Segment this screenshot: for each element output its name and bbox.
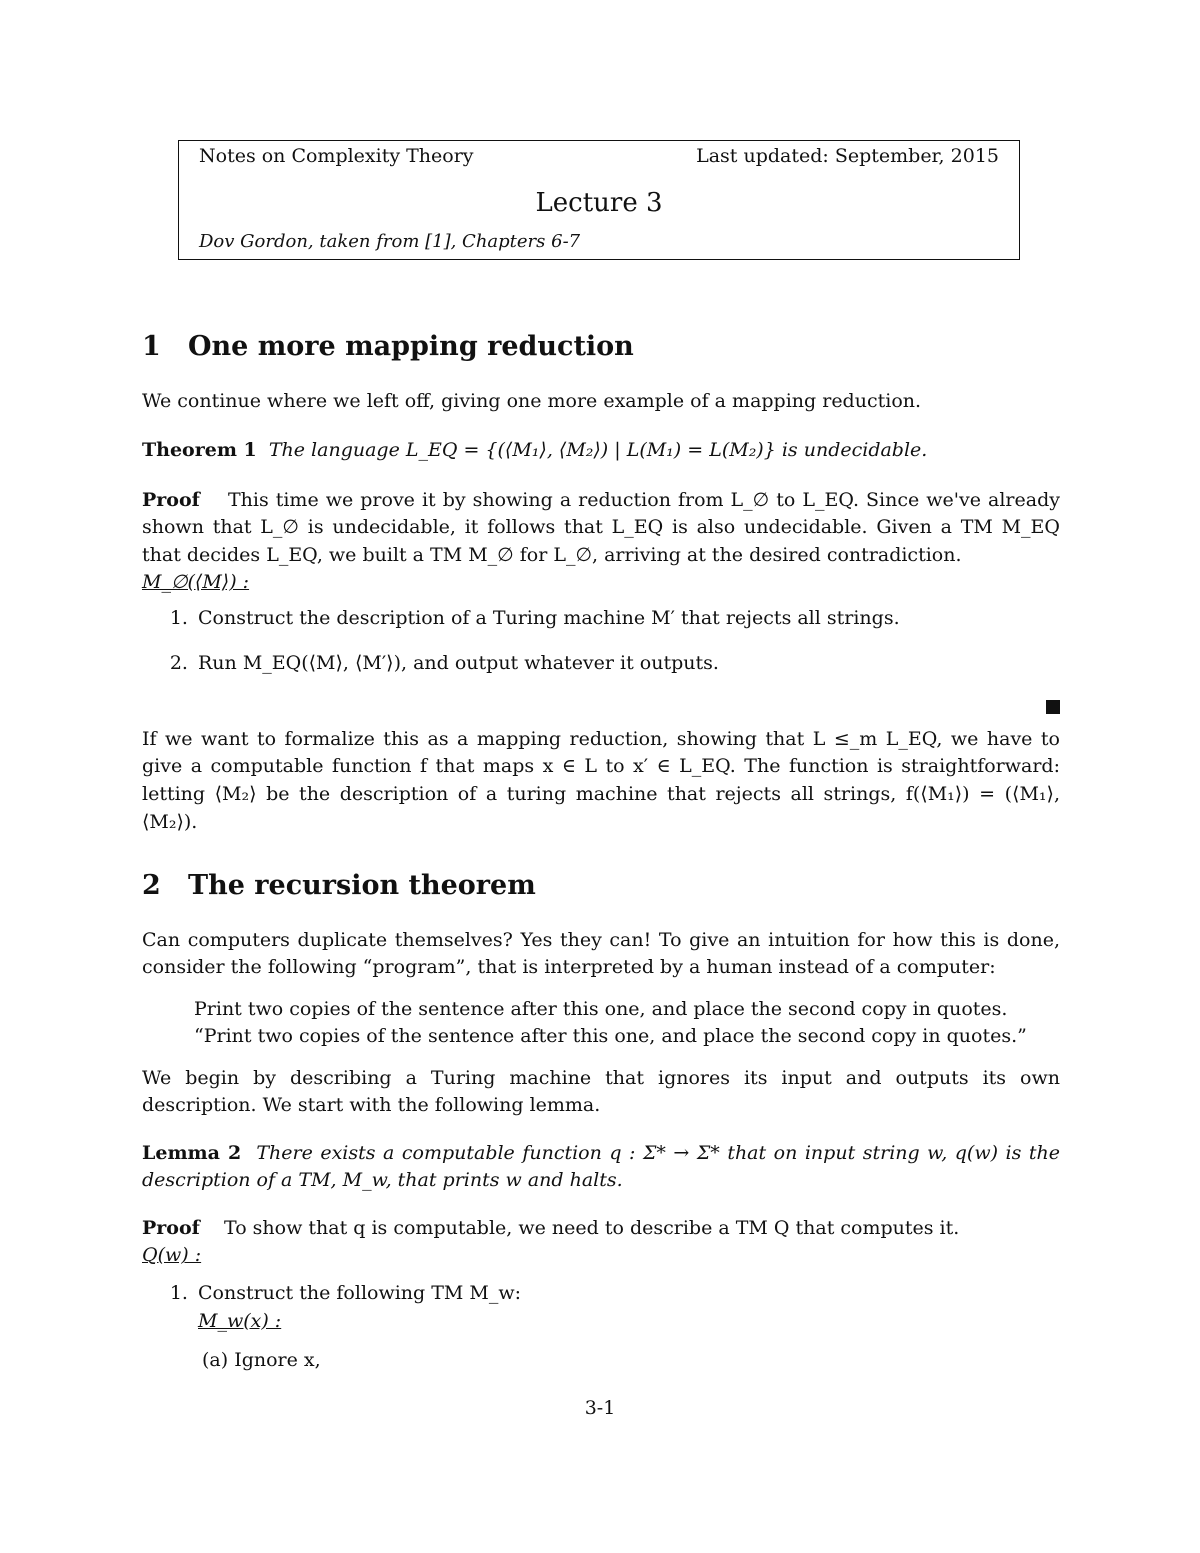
section-2-title: The recursion theorem [188,870,536,902]
lemma-2-label: Lemma 2 [142,1141,242,1164]
lemma-2-text: There exists a computable function q : Σ* → Σ* that on input string w, q(w) is the description of a TM, M_w, that prints w and halts. [142,1141,1060,1192]
main-content [142,327,1060,1375]
proof-2-step-1-text: 1. Construct the following TM M_w: [198,1282,522,1305]
quote-block [194,996,1060,1051]
section-2-heading [142,866,1060,907]
quote-line-2: “Print two copies of the sentence after this one, and place the second copy in quotes.” [194,1025,1027,1048]
proof-1-step-1: 1. Construct the description of a Turing machine M′ that rejects all strings. [194,605,1060,633]
section-2-intro: Can computers duplicate themselves? Yes they can! To give an intuition for how this is done, consider the following “program”, that is interpreted by a human instead of a computer: [142,928,1060,979]
proof-2-step-1 [194,1280,1060,1375]
qed-square-icon [1046,700,1060,714]
lecture-title: Lecture 3 [535,188,663,218]
lecture-header-box [178,140,1020,260]
section-1-intro: We continue where we left off, giving one more example of a mapping reduction. [142,389,922,412]
section-2-paragraph-2: We begin by describing a Turing machine that ignores its input and outputs its own description. We start with the following lemma. [142,1066,1060,1117]
section-2-number: 2 [142,870,161,902]
proof-2 [142,1215,1060,1243]
proof-2-label: Proof [142,1216,200,1239]
section-1-number: 1 [142,331,161,362]
proof-2-substeps [198,1347,1060,1375]
section-1-mapping-paragraph: If we want to formalize this as a mapping reduction, showing that L ≤_m L_EQ, we have to give a computable function f that maps x ∈ L to x′ ∈ L_EQ. The function is straightforward: letting ⟨M₂⟩ be the description of a turing machine that rejects all strings, f(⟨M₁⟩) = (⟨M₁⟩, ⟨M₂⟩). [142,727,1060,833]
section-1-title: One more mapping reduction [188,331,634,362]
theorem-1 [142,437,1060,465]
proof-1-label: Proof [142,488,200,511]
lecture-author: Dov Gordon, taken from [1], Chapters 6-7 [199,231,581,252]
proof-1-step-2: 2. Run M_EQ(⟨M⟩, ⟨M′⟩), and output whatever it outputs. [194,650,1060,678]
theorem-1-label: Theorem 1 [142,439,257,462]
lemma-2 [142,1140,1060,1195]
machine-q-label: Q(w) : [142,1244,202,1267]
proof-2-substep-a: (a) Ignore x, [202,1349,321,1372]
theorem-1-text: The language L_EQ = {(⟨M₁⟩, ⟨M₂⟩) | L(M₁) = L(M₂)} is undecidable. [268,439,928,462]
quote-line-1: Print two copies of the sentence after this one, and place the second copy in quotes. [194,997,1008,1020]
section-1-heading [142,327,1060,368]
last-updated: Last updated: September, 2015 [696,145,999,167]
proof-1-steps [142,605,1060,678]
proof-2-steps [142,1280,1060,1375]
qed-wrap [142,700,1060,714]
proof-1-text: This time we prove it by showing a reduction from L_∅ to L_EQ. Since we've already shown that L_∅ is undecidable, it follows that L_EQ is also undecidable. Given a TM M_EQ that decides L_EQ, we built a TM M_∅ for L_∅, arriving at the desired contradiction. [142,488,1060,566]
proof-2-text: To show that q is computable, we need to describe a TM Q that computes it. [224,1216,960,1239]
page-number: 3-1 [584,1397,616,1419]
machine-m-empty-label: M_∅(⟨M⟩) : [142,571,250,594]
course-title: Notes on Complexity Theory [199,145,474,167]
machine-mw-label: M_w(x) : [198,1309,282,1332]
proof-1 [142,487,1060,570]
